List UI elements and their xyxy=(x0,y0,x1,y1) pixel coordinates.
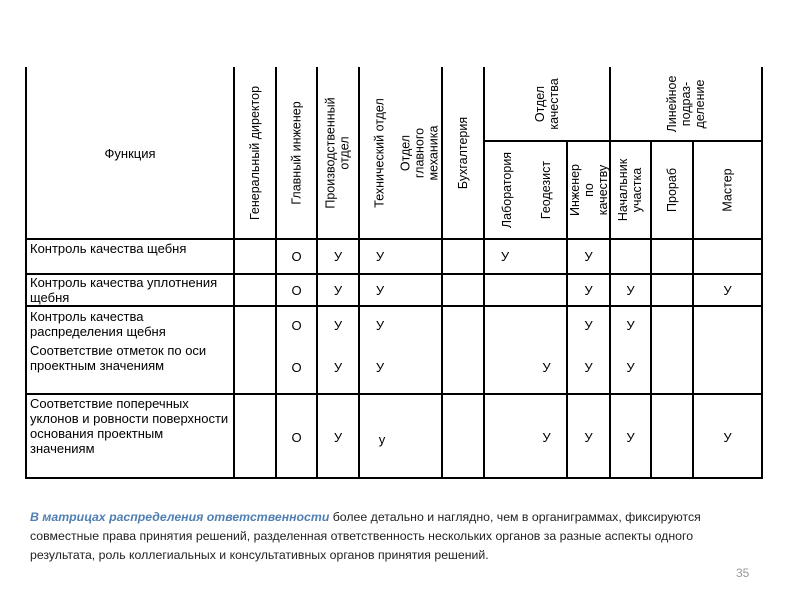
header-foreman xyxy=(652,142,692,238)
cell-technical-dept: У xyxy=(375,359,385,375)
cell-technical-dept: у xyxy=(378,431,386,447)
grid-line xyxy=(25,305,763,307)
cell-chief-engineer: О xyxy=(291,359,302,375)
cell-production-dept: У xyxy=(333,429,343,445)
cell-site-chief: У xyxy=(626,282,635,298)
cell-technical-dept: У xyxy=(375,249,385,264)
header-label: Геодезист xyxy=(539,160,554,220)
header-site-chief xyxy=(611,142,650,238)
header-label: Бухгалтерия xyxy=(456,116,471,189)
note-emphasis: В матрицах распределения ответственности xyxy=(30,510,330,524)
function-cell: Контроль качества уплотнения щебня xyxy=(30,275,218,305)
cell-quality-engineer: У xyxy=(584,429,593,445)
cell-quality-engineer: У xyxy=(584,359,593,375)
header-label: Технический отдел xyxy=(373,97,388,208)
cell-quality-engineer: У xyxy=(584,282,593,298)
header-quality-dept-group xyxy=(485,67,609,140)
header-label: Мастер xyxy=(720,168,735,212)
cell-technical-dept: У xyxy=(375,317,385,333)
cell-production-dept: У xyxy=(333,282,343,298)
cell-lab-geodesist: У xyxy=(542,429,551,445)
cell-site-chief: У xyxy=(626,359,635,375)
function-column-header: Функция xyxy=(104,145,156,161)
cell-site-chief: У xyxy=(626,429,635,445)
page-number: 35 xyxy=(736,566,750,580)
grid-line xyxy=(25,393,763,395)
cell-technical-dept: У xyxy=(375,282,385,298)
cell-chief-engineer: О xyxy=(291,429,302,445)
header-label: Прораб xyxy=(665,168,680,212)
cell-production-dept: У xyxy=(333,249,343,264)
header-line-division-group xyxy=(611,67,761,140)
header-geodesist xyxy=(527,142,566,238)
cell-lab-geodesist: У xyxy=(500,249,510,264)
header-label: Инженер по качеству xyxy=(567,163,610,217)
header-label: Отдел качества xyxy=(533,77,561,130)
cell-production-dept: У xyxy=(333,317,343,333)
header-label: Генеральный директор xyxy=(248,85,263,220)
cell-master: У xyxy=(723,282,732,298)
header-quality-engineer xyxy=(568,142,609,238)
header-label: Лаборатория xyxy=(500,151,515,229)
cell-chief-engineer: О xyxy=(291,249,302,264)
cell-chief-engineer: О xyxy=(291,317,302,333)
header-label: Производственный отдел xyxy=(324,96,352,209)
grid-line xyxy=(25,477,763,479)
header-label: Отдел главного механика xyxy=(398,125,441,180)
cell-quality-engineer: У xyxy=(584,249,593,264)
header-label: Начальник участка xyxy=(616,158,645,222)
header-laboratory xyxy=(487,142,527,238)
header-chief-engineer xyxy=(277,67,316,238)
note-text: более детально и наглядно, чем в органиграммах, фиксируются совместные права принятия решений, разделенная ответственность нескольких органов за разные аспекты одного результата, роль коллегиальных и консультативных органов принятия решений. xyxy=(30,510,701,562)
explanatory-note xyxy=(30,508,760,565)
header-label: Главный инженер xyxy=(289,100,304,205)
header-general-director xyxy=(235,67,275,238)
header-chief-mechanic-dept xyxy=(398,67,441,238)
header-master xyxy=(694,142,761,238)
function-cell: Соответствие поперечных уклонов и ровности поверхности основания проектным значениям xyxy=(30,396,229,456)
function-cell: Контроль качества щебня xyxy=(30,241,187,256)
header-label: Линейное подраз-деление xyxy=(665,75,707,132)
cell-site-chief: У xyxy=(626,317,635,333)
cell-master: У xyxy=(723,429,732,445)
cell-chief-engineer: О xyxy=(291,282,302,298)
function-cell: Соответствие отметок по оси проектным значениям xyxy=(30,343,207,373)
cell-quality-engineer: У xyxy=(584,317,593,333)
header-technical-dept xyxy=(360,67,400,238)
cell-lab-geodesist: У xyxy=(542,359,551,375)
cell-production-dept: У xyxy=(333,359,343,375)
header-production-dept xyxy=(318,67,358,238)
header-accounting xyxy=(443,67,483,238)
function-cell: Контроль качества распределения щебня xyxy=(30,309,166,339)
